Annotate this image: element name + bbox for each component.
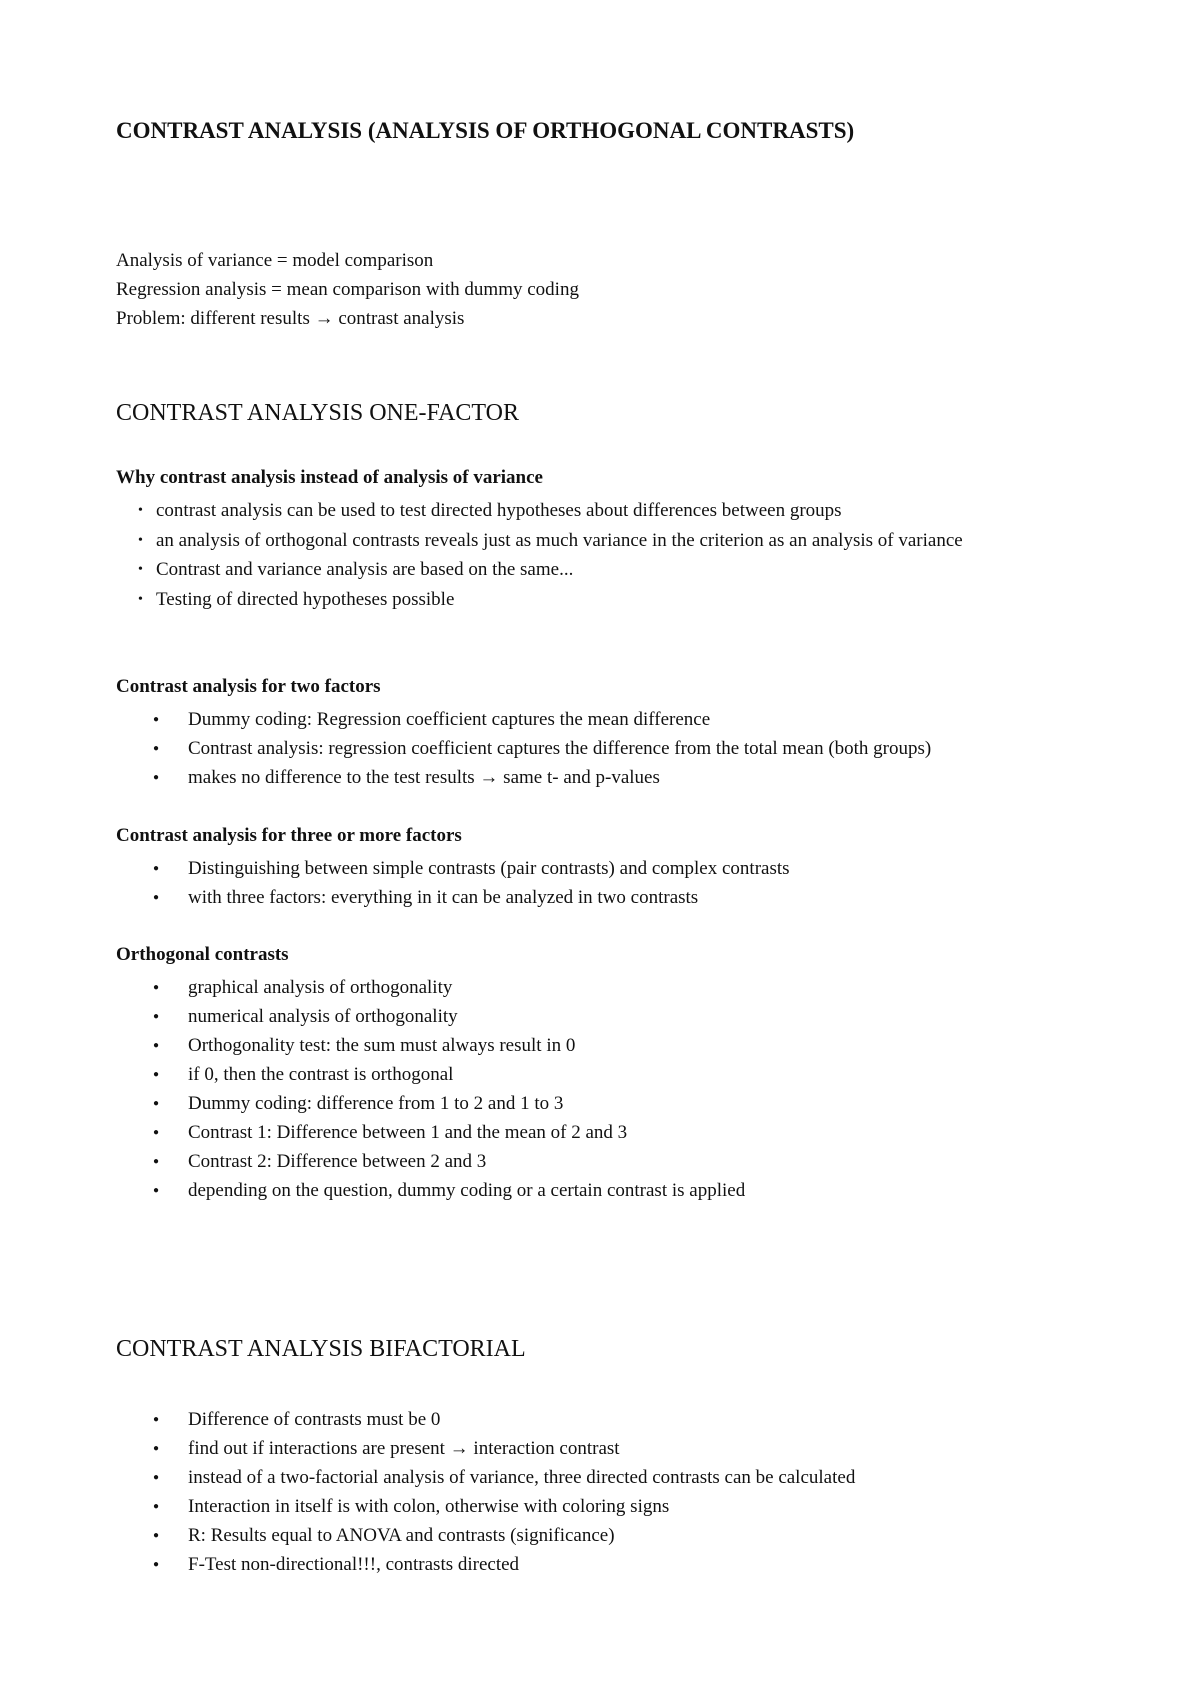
- list-item: ● graphical analysis of orthogonality: [116, 973, 1076, 1002]
- list-orthogonal-contrasts: [116, 973, 1076, 1205]
- list-item: ● numerical analysis of orthogonality: [116, 1002, 1076, 1031]
- list-item: ● Contrast 1: Difference between 1 and the mean of 2 and 3: [116, 1118, 1076, 1147]
- list-item: • an analysis of orthogonal contrasts reveals just as much variance in the criterion as an analysis of variance: [116, 526, 1046, 556]
- list-item: ● Contrast analysis: regression coefficient captures the difference from the total mean (both groups): [116, 734, 1076, 763]
- intro-line: Problem: different results → contrast analysis: [116, 308, 465, 329]
- list-why-contrast: [116, 496, 1046, 614]
- subheading-why-contrast: Why contrast analysis instead of analysis of variance: [116, 467, 543, 488]
- list-item: ● Contrast 2: Difference between 2 and 3: [116, 1147, 1076, 1176]
- list-item: ● depending on the question, dummy coding or a certain contrast is applied: [116, 1176, 1076, 1205]
- subheading-orthogonal-contrasts: Orthogonal contrasts: [116, 944, 289, 965]
- list-three-factors: [116, 854, 1076, 912]
- intro-block: [116, 246, 579, 333]
- section-heading-one-factor: CONTRAST ANALYSIS ONE-FACTOR: [116, 400, 519, 426]
- list-bifactorial: [116, 1405, 1076, 1579]
- list-item: ● makes no difference to the test results → same t- and p-values: [116, 763, 1076, 792]
- list-item: ● F-Test non-directional!!!, contrasts directed: [116, 1550, 1076, 1579]
- list-item: ● Difference of contrasts must be 0: [116, 1405, 1076, 1434]
- list-item: ● instead of a two-factorial analysis of variance, three directed contrasts can be calculated: [116, 1463, 1076, 1492]
- list-item: ● if 0, then the contrast is orthogonal: [116, 1060, 1076, 1089]
- list-item: ● with three factors: everything in it can be analyzed in two contrasts: [116, 883, 1076, 912]
- document-title: CONTRAST ANALYSIS (ANALYSIS OF ORTHOGONAL CONTRASTS): [116, 118, 855, 143]
- list-item: ● Distinguishing between simple contrasts (pair contrasts) and complex contrasts: [116, 854, 1076, 883]
- list-item: ● Interaction in itself is with colon, otherwise with coloring signs: [116, 1492, 1076, 1521]
- intro-line: Analysis of variance = model comparison: [116, 250, 434, 271]
- list-item: • contrast analysis can be used to test directed hypotheses about differences between groups: [116, 496, 1046, 526]
- section-heading-bifactorial: CONTRAST ANALYSIS BIFACTORIAL: [116, 1336, 526, 1362]
- subheading-two-factors: Contrast analysis for two factors: [116, 676, 381, 697]
- list-item: ● R: Results equal to ANOVA and contrasts (significance): [116, 1521, 1076, 1550]
- list-item: ● find out if interactions are present → interaction contrast: [116, 1434, 1076, 1463]
- list-item: ● Orthogonality test: the sum must always result in 0: [116, 1031, 1076, 1060]
- list-item: • Testing of directed hypotheses possible: [116, 585, 1046, 615]
- list-item: • Contrast and variance analysis are based on the same...: [116, 555, 1046, 585]
- list-item: ● Dummy coding: difference from 1 to 2 and 1 to 3: [116, 1089, 1076, 1118]
- intro-line: Regression analysis = mean comparison with dummy coding: [116, 279, 579, 300]
- list-two-factors: [116, 705, 1076, 792]
- subheading-three-factors: Contrast analysis for three or more factors: [116, 825, 462, 846]
- list-item: ● Dummy coding: Regression coefficient captures the mean difference: [116, 705, 1076, 734]
